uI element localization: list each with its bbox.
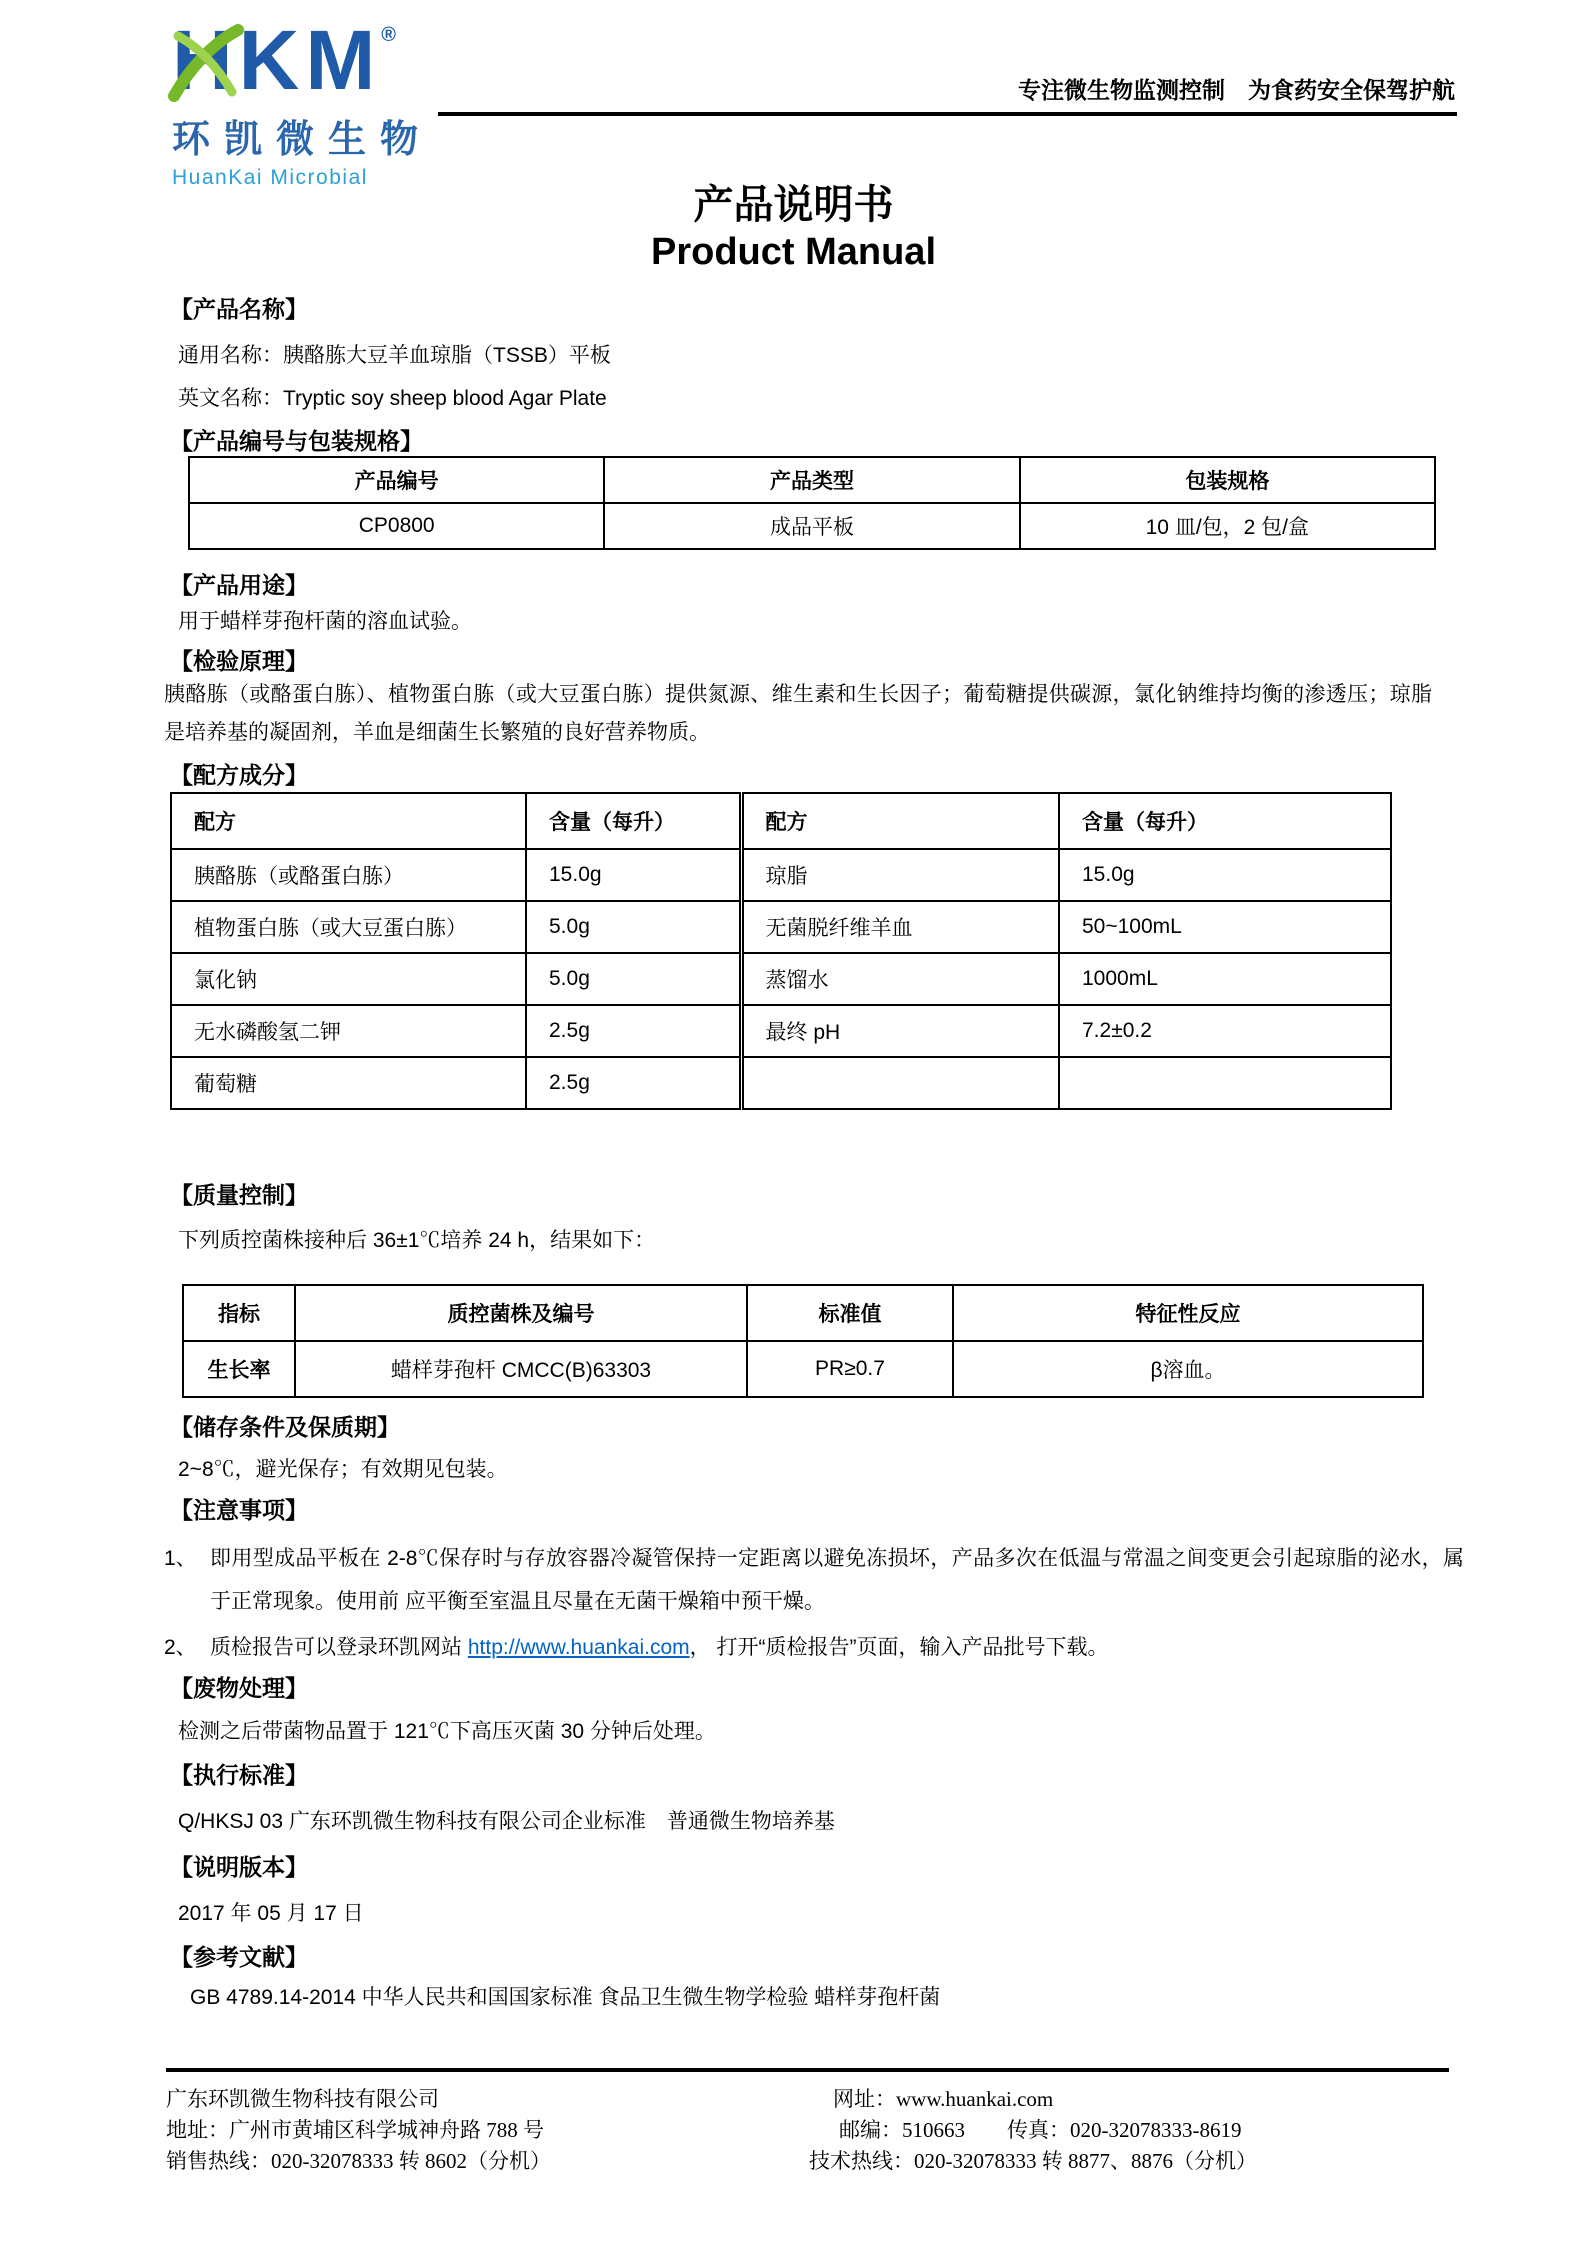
note-text: 即用型成品平板在 2-8℃保存时与存放容器冷凝管保持一定距离以避免冻损坏，产品多次在低温与常温之间变更会引起琼脂的泌水，属于正常现象。使用前 应平衡至室温且尽量在无菌干燥箱中预干燥。 xyxy=(210,1547,1464,1613)
waste-text: 检测之后带菌物品置于 121℃下高压灭菌 30 分钟后处理。 xyxy=(178,1720,716,1743)
section-heading-standard: 【执行标准】 xyxy=(170,1762,308,1788)
note-number: 1、 xyxy=(164,1547,197,1570)
dna-helix-icon xyxy=(166,22,258,106)
note-number: 2、 xyxy=(164,1636,197,1659)
hkm-logo xyxy=(172,13,472,190)
document-title-en: Product Manual xyxy=(650,231,937,273)
generic-name-line xyxy=(178,341,1459,371)
amount-cell xyxy=(1059,1057,1391,1109)
table-row xyxy=(171,953,1391,1005)
footer-address: 地址：广州市黄埔区科学城神舟路 788 号 xyxy=(166,2118,544,2142)
column-header: 质控菌株及编号 xyxy=(295,1285,747,1341)
table-header-row xyxy=(189,457,1435,503)
quality-control-table xyxy=(182,1284,1424,1398)
amount-cell: 2.5g xyxy=(526,1005,741,1057)
ingredient-cell: 胰酪胨（或酪蛋白胨） xyxy=(171,849,526,901)
ingredient-cell: 最终 pH xyxy=(741,1005,1059,1057)
page-footer xyxy=(166,2068,1449,2177)
registered-trademark-icon: ® xyxy=(381,24,397,46)
strain-cell: 蜡样芽孢杆 CMCC(B)63303 xyxy=(295,1341,747,1397)
ingredient-cell xyxy=(741,1057,1059,1109)
usage-text: 用于蜡样芽孢杆菌的溶血试验。 xyxy=(178,610,472,633)
table-header-row xyxy=(183,1285,1423,1341)
amount-cell: 50~100mL xyxy=(1059,901,1391,953)
huankai-website-link[interactable]: http://www.huankai.com xyxy=(467,1636,690,1659)
section-heading-packaging: 【产品编号与包装规格】 xyxy=(170,428,423,454)
table-header-row xyxy=(171,793,1391,849)
table-row xyxy=(183,1341,1423,1397)
header-divider xyxy=(438,112,1457,116)
reaction-cell: β溶血。 xyxy=(953,1341,1423,1397)
column-header: 标准值 xyxy=(747,1285,953,1341)
amount-cell: 5.0g xyxy=(526,953,741,1005)
product-code-cell: CP0800 xyxy=(189,503,604,549)
note-text xyxy=(210,1626,1464,1669)
principle-text: 胰酪胨（或酪蛋白胨）、植物蛋白胨（或大豆蛋白胨）提供氮源、维生素和生长因子；葡萄糖提供碳源，氯化钠维持均衡的渗透压；琼脂是培养基的凝固剂，羊血是细菌生长繁殖的良好营养物质。 xyxy=(164,683,1432,744)
note-item-1 xyxy=(164,1537,1464,1623)
generic-name-value: 胰酪胨大豆羊血琼脂（TSSB）平板 xyxy=(283,344,611,367)
reference-text: GB 4789.14-2014 中华人民共和国国家标准 食品卫生微生物学检验 蜡样芽孢杆菌 xyxy=(190,1986,941,2009)
generic-name-label: 通用名称： xyxy=(178,344,283,367)
amount-cell: 7.2±0.2 xyxy=(1059,1005,1391,1057)
english-name-line xyxy=(178,384,1459,414)
english-name-value: Tryptic soy sheep blood Agar Plate xyxy=(283,387,607,410)
section-heading-notes: 【注意事项】 xyxy=(170,1497,308,1523)
packaging-table xyxy=(188,456,1436,550)
ingredient-cell: 植物蛋白胨（或大豆蛋白胨） xyxy=(171,901,526,953)
section-heading-formula: 【配方成分】 xyxy=(170,762,308,788)
footer-right-column xyxy=(809,2084,1449,2177)
ingredient-cell: 葡萄糖 xyxy=(171,1057,526,1109)
section-heading-quality: 【质量控制】 xyxy=(170,1182,308,1208)
footer-company: 广东环凯微生物科技有限公司 xyxy=(166,2087,439,2111)
table-row xyxy=(171,901,1391,953)
page-header xyxy=(128,0,1459,189)
column-header: 配方 xyxy=(741,793,1059,849)
logo-chinese-name: 环凯微生物 xyxy=(172,119,433,161)
amount-cell: 2.5g xyxy=(526,1057,741,1109)
footer-postal-fax-line xyxy=(809,2115,1449,2146)
table-row xyxy=(171,849,1391,901)
note-item-2 xyxy=(164,1626,1464,1669)
footer-tech-hotline: 技术热线：020-32078333 转 8877、8876（分机） xyxy=(809,2149,1257,2173)
column-header: 配方 xyxy=(171,793,526,849)
note-text-prefix: 质检报告可以登录环凯网站 xyxy=(210,1636,468,1659)
ingredient-cell: 蒸馏水 xyxy=(741,953,1059,1005)
amount-cell: 5.0g xyxy=(526,901,741,953)
footer-left-column xyxy=(166,2084,551,2177)
footer-sales-hotline: 销售热线：020-32078333 转 8602（分机） xyxy=(166,2149,551,2173)
storage-text: 2~8℃，避光保存；有效期见包装。 xyxy=(178,1458,508,1481)
column-header: 含量（每升） xyxy=(526,793,741,849)
standard-value-cell: PR≥0.7 xyxy=(747,1341,953,1397)
section-heading-product-name: 【产品名称】 xyxy=(170,296,308,322)
column-header: 包装规格 xyxy=(1020,457,1435,503)
package-spec-cell: 10 皿/包，2 包/盒 xyxy=(1020,503,1435,549)
footer-fax: 传真：020-32078333-8619 xyxy=(1007,2118,1242,2142)
ingredient-cell: 无水磷酸氢二钾 xyxy=(171,1005,526,1057)
table-row xyxy=(171,1057,1391,1109)
amount-cell: 1000mL xyxy=(1059,953,1391,1005)
ingredient-cell: 无菌脱纤维羊血 xyxy=(741,901,1059,953)
indicator-cell: 生长率 xyxy=(183,1341,295,1397)
formula-table xyxy=(170,792,1392,1110)
ingredient-cell: 氯化钠 xyxy=(171,953,526,1005)
brand-slogan: 专注微生物监测控制 为食药安全保驾护航 xyxy=(1018,77,1455,103)
column-header: 含量（每升） xyxy=(1059,793,1391,849)
english-name-label: 英文名称： xyxy=(178,387,283,410)
column-header: 指标 xyxy=(183,1285,295,1341)
ingredient-cell: 琼脂 xyxy=(741,849,1059,901)
note-text-suffix: ， 打开“质检报告”页面，输入产品批号下载。 xyxy=(689,1636,1109,1659)
logo-english-name: HuanKai Microbial xyxy=(172,166,368,189)
footer-postal-code: 邮编：510663 xyxy=(839,2118,965,2142)
product-type-cell: 成品平板 xyxy=(604,503,1019,549)
version-text: 2017 年 05 月 17 日 xyxy=(178,1902,364,1925)
section-heading-version: 【说明版本】 xyxy=(170,1854,308,1880)
section-heading-reference: 【参考文献】 xyxy=(170,1944,308,1970)
section-heading-principle: 【检验原理】 xyxy=(170,648,308,674)
quality-intro: 下列质控菌株接种后 36±1℃培养 24 h，结果如下： xyxy=(178,1229,656,1252)
amount-cell: 15.0g xyxy=(1059,849,1391,901)
table-row xyxy=(189,503,1435,549)
logo-hkm-text: HKM xyxy=(172,13,382,107)
document-title-cn: 产品说明书 xyxy=(693,183,894,227)
footer-website: 网址：www.huankai.com xyxy=(833,2087,1054,2111)
column-header: 产品编号 xyxy=(189,457,604,503)
amount-cell: 15.0g xyxy=(526,849,741,901)
column-header: 特征性反应 xyxy=(953,1285,1423,1341)
standard-text: Q/HKSJ 03 广东环凯微生物科技有限公司企业标准 普通微生物培养基 xyxy=(178,1810,835,1833)
section-heading-usage: 【产品用途】 xyxy=(170,572,308,598)
column-header: 产品类型 xyxy=(604,457,1019,503)
section-heading-waste: 【废物处理】 xyxy=(170,1675,308,1701)
section-heading-storage: 【储存条件及保质期】 xyxy=(170,1414,400,1440)
table-row xyxy=(171,1005,1391,1057)
